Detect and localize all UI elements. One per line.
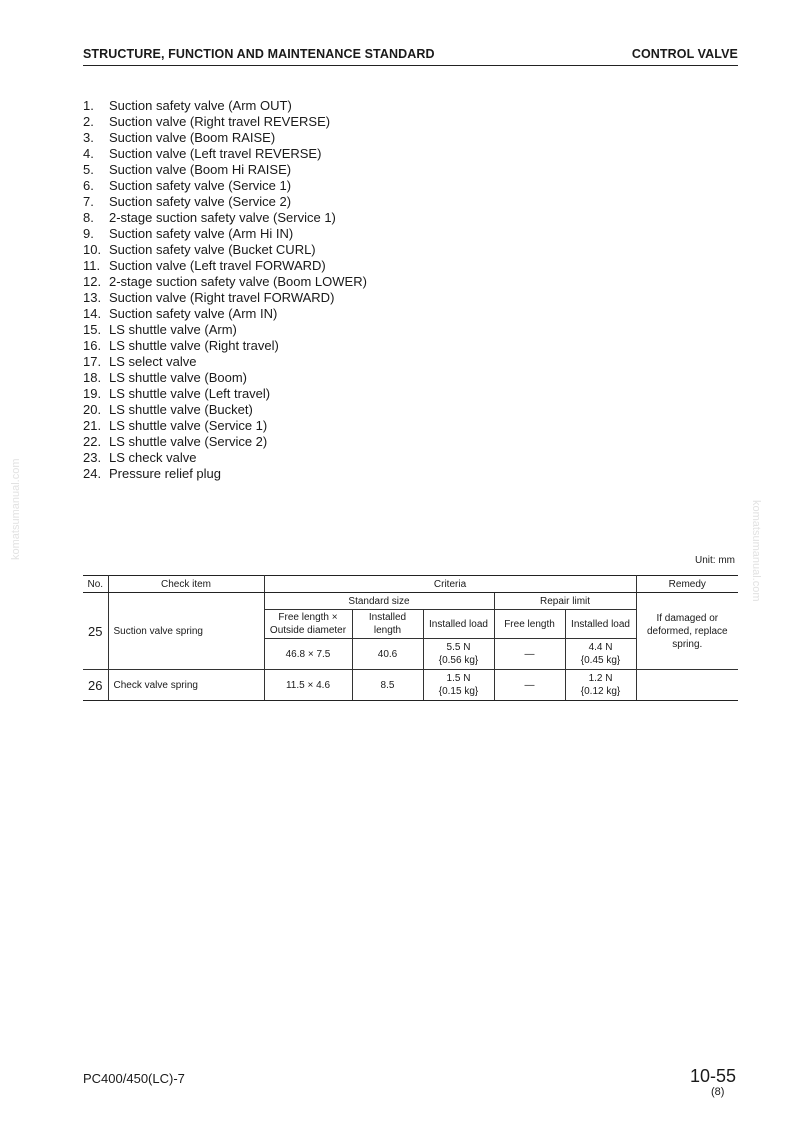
list-item xyxy=(83,130,367,146)
header-installed-length xyxy=(352,610,423,639)
header-installed-load: Installed load xyxy=(423,610,494,639)
item-number: 2. xyxy=(83,114,94,129)
list-item xyxy=(83,418,367,434)
cell-limit-free-length: — xyxy=(494,639,565,670)
item-number: 10. xyxy=(83,242,102,257)
header-repair-limit: Repair limit xyxy=(494,593,636,610)
list-item xyxy=(83,258,367,274)
item-label: LS shuttle valve (Arm) xyxy=(109,322,237,337)
header-free-length-od xyxy=(264,610,352,639)
list-item xyxy=(83,402,367,418)
watermark-left: komatsumanual.com xyxy=(10,458,22,560)
header-no: No. xyxy=(83,576,108,593)
cell-installed-load xyxy=(423,670,494,701)
item-label: Suction valve (Right travel FORWARD) xyxy=(109,290,335,305)
value-line: 1.5 N xyxy=(446,673,471,684)
value-line: {0.15 kg} xyxy=(438,686,479,697)
model-number: PC400/450(LC)-7 xyxy=(83,1071,185,1086)
cell-free-length-od: 46.8 × 7.5 xyxy=(264,639,352,670)
item-label: LS shuttle valve (Right travel) xyxy=(109,338,279,353)
item-label: Suction safety valve (Arm OUT) xyxy=(109,98,292,113)
list-item xyxy=(83,194,367,210)
list-item xyxy=(83,146,367,162)
item-number: 18. xyxy=(83,370,102,385)
value-line: 4.4 N xyxy=(588,642,613,653)
list-item xyxy=(83,290,367,306)
list-item xyxy=(83,466,367,482)
cell-limit-load xyxy=(565,670,636,701)
cell-installed-length: 40.6 xyxy=(352,639,423,670)
item-label: Suction valve (Left travel REVERSE) xyxy=(109,146,322,161)
item-number: 22. xyxy=(83,434,102,449)
item-label: Suction safety valve (Arm IN) xyxy=(109,306,278,321)
cell-limit-load xyxy=(565,639,636,670)
value-line: 1.2 N xyxy=(588,673,613,684)
unit-label: Unit: mm xyxy=(695,555,735,566)
list-item xyxy=(83,226,367,242)
header-standard-size: Standard size xyxy=(264,593,494,610)
item-number: 1. xyxy=(83,98,94,113)
chapter-title: CONTROL VALVE xyxy=(631,47,738,61)
header-remedy: Remedy xyxy=(636,576,738,593)
item-number: 6. xyxy=(83,178,94,193)
row-item: Check valve spring xyxy=(108,670,264,701)
cell-installed-load xyxy=(423,639,494,670)
item-label: LS shuttle valve (Left travel) xyxy=(109,386,271,401)
cell-installed-length: 8.5 xyxy=(352,670,423,701)
item-number: 21. xyxy=(83,418,102,433)
list-item xyxy=(83,450,367,466)
item-label: Suction valve (Boom RAISE) xyxy=(109,130,276,145)
remedy-cell-empty xyxy=(636,670,738,701)
header-check-item: Check item xyxy=(108,576,264,593)
item-number: 3. xyxy=(83,130,94,145)
item-number: 17. xyxy=(83,354,102,369)
list-item xyxy=(83,162,367,178)
value-line: {0.45 kg} xyxy=(580,655,621,666)
item-number: 11. xyxy=(83,258,101,273)
item-label: LS select valve xyxy=(109,354,197,369)
section-title: STRUCTURE, FUNCTION AND MAINTENANCE STANDARD xyxy=(83,47,435,61)
item-label: LS shuttle valve (Bucket) xyxy=(109,402,253,417)
item-label: LS shuttle valve (Boom) xyxy=(109,370,248,385)
list-item xyxy=(83,322,367,338)
header-line: Outside diameter xyxy=(269,625,347,636)
header-criteria: Criteria xyxy=(264,576,636,593)
item-label: LS shuttle valve (Service 1) xyxy=(109,418,268,433)
header-line: Installed xyxy=(368,612,407,623)
item-number: 20. xyxy=(83,402,102,417)
row-item: Suction valve spring xyxy=(108,593,264,670)
spring-spec-table xyxy=(83,575,738,701)
header-line: Free length × xyxy=(278,612,338,623)
item-label: LS check valve xyxy=(109,450,197,465)
list-item xyxy=(83,242,367,258)
page-revision: (8) xyxy=(711,1086,725,1098)
list-item xyxy=(83,178,367,194)
list-item xyxy=(83,338,367,354)
list-item xyxy=(83,306,367,322)
item-number: 5. xyxy=(83,162,94,177)
list-item xyxy=(83,274,367,290)
page-number: 10-55 xyxy=(690,1066,737,1086)
list-item xyxy=(83,210,367,226)
item-label: Suction safety valve (Service 2) xyxy=(109,194,292,209)
item-number: 15. xyxy=(83,322,102,337)
item-label: 2-stage suction safety valve (Boom LOWER) xyxy=(109,274,367,289)
header-free-length: Free length xyxy=(494,610,565,639)
remedy-line: If damaged or xyxy=(656,612,719,624)
remedy-line: spring. xyxy=(672,638,703,650)
item-number: 12. xyxy=(83,274,102,289)
item-number: 9. xyxy=(83,226,94,241)
item-number: 8. xyxy=(83,210,94,225)
row-no: 26 xyxy=(83,670,108,701)
list-item xyxy=(83,370,367,386)
value-line: {0.12 kg} xyxy=(580,686,621,697)
item-label: Suction safety valve (Service 1) xyxy=(109,178,292,193)
cell-free-length-od: 11.5 × 4.6 xyxy=(264,670,352,701)
item-number: 7. xyxy=(83,194,94,209)
list-item xyxy=(83,114,367,130)
item-number: 23. xyxy=(83,450,102,465)
row-no: 25 xyxy=(83,593,108,670)
list-item xyxy=(83,354,367,370)
item-number: 13. xyxy=(83,290,102,305)
item-number: 16. xyxy=(83,338,102,353)
header-line: length xyxy=(373,625,402,636)
item-label: 2-stage suction safety valve (Service 1) xyxy=(109,210,336,225)
item-number: 24. xyxy=(83,466,102,481)
header-installed-load-limit: Installed load xyxy=(565,610,636,639)
list-item xyxy=(83,386,367,402)
item-number: 19. xyxy=(83,386,102,401)
list-item xyxy=(83,434,367,450)
item-label: Suction valve (Boom Hi RAISE) xyxy=(109,162,292,177)
watermark-right: komatsumanual.com xyxy=(750,500,762,602)
item-label: Pressure relief plug xyxy=(109,466,221,481)
list-item xyxy=(83,98,367,114)
remedy-line: deformed, replace xyxy=(646,625,728,637)
item-label: Suction valve (Right travel REVERSE) xyxy=(109,114,331,129)
item-label: Suction safety valve (Bucket CURL) xyxy=(109,242,316,257)
item-label: Suction safety valve (Arm Hi IN) xyxy=(109,226,294,241)
page-header xyxy=(83,47,738,66)
remedy-cell xyxy=(636,593,738,670)
value-line: {0.56 kg} xyxy=(438,655,479,666)
item-number: 4. xyxy=(83,146,94,161)
cell-limit-free-length: — xyxy=(494,670,565,701)
item-label: LS shuttle valve (Service 2) xyxy=(109,434,268,449)
parts-list xyxy=(83,98,367,482)
item-number: 14. xyxy=(83,306,102,321)
item-label: Suction valve (Left travel FORWARD) xyxy=(109,258,326,273)
value-line: 5.5 N xyxy=(446,642,471,653)
